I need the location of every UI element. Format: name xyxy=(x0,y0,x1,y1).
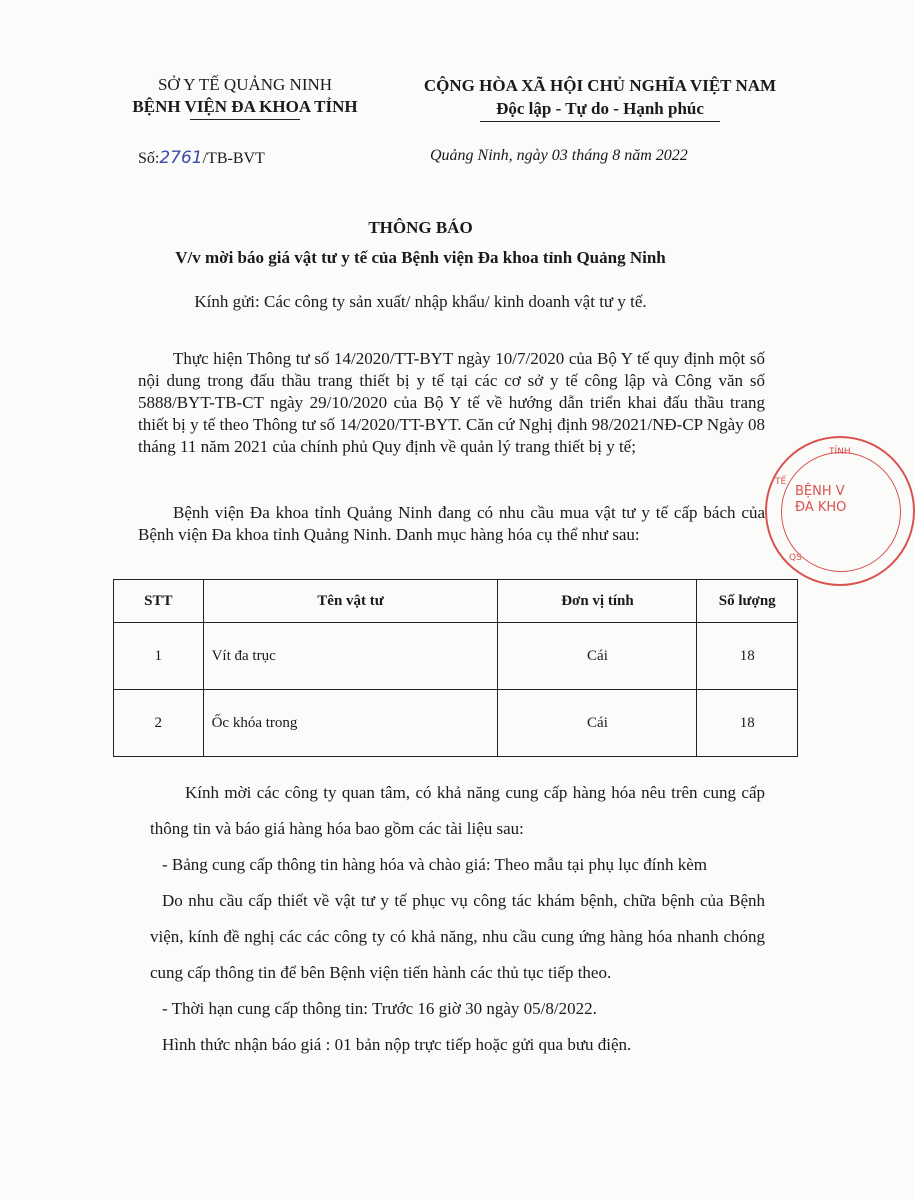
invitation-paragraph: Kính mời các công ty quan tâm, có khả năng cung cấp hàng hóa nêu trên cung cấp thông tin và báo giá hàng hóa bao gồm các tài liệu sau: xyxy=(150,783,765,838)
closing-section xyxy=(150,775,765,1063)
national-header xyxy=(380,74,820,122)
issuer-underline xyxy=(190,119,300,120)
col-header-stt: STT xyxy=(114,580,204,623)
stamp-top-arc: TỈNH xyxy=(829,447,851,457)
republic-name: CỘNG HÒA XÃ HỘI CHỦ NGHĨA VIỆT NAM xyxy=(423,76,777,95)
issuer-block xyxy=(100,74,390,120)
urgency-paragraph: Do nhu cầu cấp thiết về vật tư y tế phục vụ công tác khám bệnh, chữa bệnh của Bệnh viện, kính đề nghị các các công ty có khả năng, nhu cầu cung ứng hàng hóa nhanh chóng cung cấp thông tin để bên Bệnh viện tiến hành các thủ tục tiếp theo. xyxy=(150,891,765,982)
col-header-unit: Đơn vị tính xyxy=(498,580,697,623)
deadline-line: - Thời hạn cung cấp thông tin: Trước 16 giờ 30 ngày 05/8/2022. xyxy=(162,999,597,1018)
table-header-row xyxy=(114,580,798,623)
doc-no-handwritten: 2761 xyxy=(159,148,203,168)
submission-method: Hình thức nhận báo giá : 01 bản nộp trực tiếp hoặc gửi qua bưu điện. xyxy=(162,1035,632,1054)
doc-no-prefix: Số: xyxy=(138,150,160,167)
stamp-left-mark: TẾ xyxy=(775,477,787,487)
row-unit: Cái xyxy=(498,623,697,690)
stamp-line-1: BỆNH V xyxy=(795,484,845,499)
hospital-name: BỆNH VIỆN ĐA KHOA TỈNH xyxy=(132,97,358,116)
document-subject: V/v mời báo giá vật tư y tế của Bệnh viện Đa khoa tỉnh Quảng Ninh xyxy=(175,248,666,267)
table-row xyxy=(114,690,798,757)
col-header-qty: Số lượng xyxy=(697,580,798,623)
row-unit: Cái xyxy=(498,690,697,757)
legal-basis-paragraph: Thực hiện Thông tư số 14/2020/TT-BYT ngày 10/7/2020 của Bộ Y tế quy định một số nội dung trong đấu thầu trang thiết bị y tế tại các cơ sở y tế công lập và Công văn số 5888/BYT-TB-CT ngày 29/10/2020 của Bộ Y tế về hướng dẫn triển khai đấu thầu trang thiết bị y tế theo Thông tư số 14/2020/TT-BYT. Căn cứ Nghị định 98/2021/NĐ-CP Ngày 08 tháng 11 năm 2021 của chính phủ Quy định về quản lý trang thiết bị y tế; xyxy=(138,349,765,456)
motto-underline xyxy=(480,121,720,122)
official-stamp xyxy=(765,436,915,586)
purchase-need-paragraph: Bệnh viện Đa khoa tỉnh Quảng Ninh đang có nhu cầu mua vật tư y tế cấp bách của Bệnh viện Đa khoa tỉnh Quảng Ninh. Danh mục hàng hóa cụ thể như sau: xyxy=(138,503,765,544)
stamp-text xyxy=(795,484,846,516)
table-row xyxy=(114,623,798,690)
document-number xyxy=(138,148,265,168)
row-qty: 18 xyxy=(697,690,798,757)
documents-bullet: - Bảng cung cấp thông tin hàng hóa và chào giá: Theo mẫu tại phụ lục đính kèm xyxy=(162,855,707,874)
place-date: Quảng Ninh, ngày 03 tháng 8 năm 2022 xyxy=(430,147,688,164)
items-table xyxy=(113,579,798,757)
row-qty: 18 xyxy=(697,623,798,690)
document-title: THÔNG BÁO xyxy=(368,218,473,237)
row-stt: 1 xyxy=(114,623,204,690)
row-name: Vít đa trục xyxy=(203,623,498,690)
agency-name: SỞ Y TẾ QUẢNG NINH xyxy=(157,75,333,94)
doc-no-suffix: /TB-BVT xyxy=(202,150,265,167)
stamp-line-2: ĐA KHO xyxy=(795,500,847,515)
row-name: Ốc khóa trong xyxy=(203,690,498,757)
stamp-bottom-mark: QS xyxy=(789,553,802,563)
col-header-name: Tên vật tư xyxy=(203,580,498,623)
addressee-line: Kính gửi: Các công ty sản xuất/ nhập khẩu/ kinh doanh vật tư y tế. xyxy=(194,292,647,311)
row-stt: 2 xyxy=(114,690,204,757)
national-motto: Độc lập - Tự do - Hạnh phúc xyxy=(496,99,704,118)
